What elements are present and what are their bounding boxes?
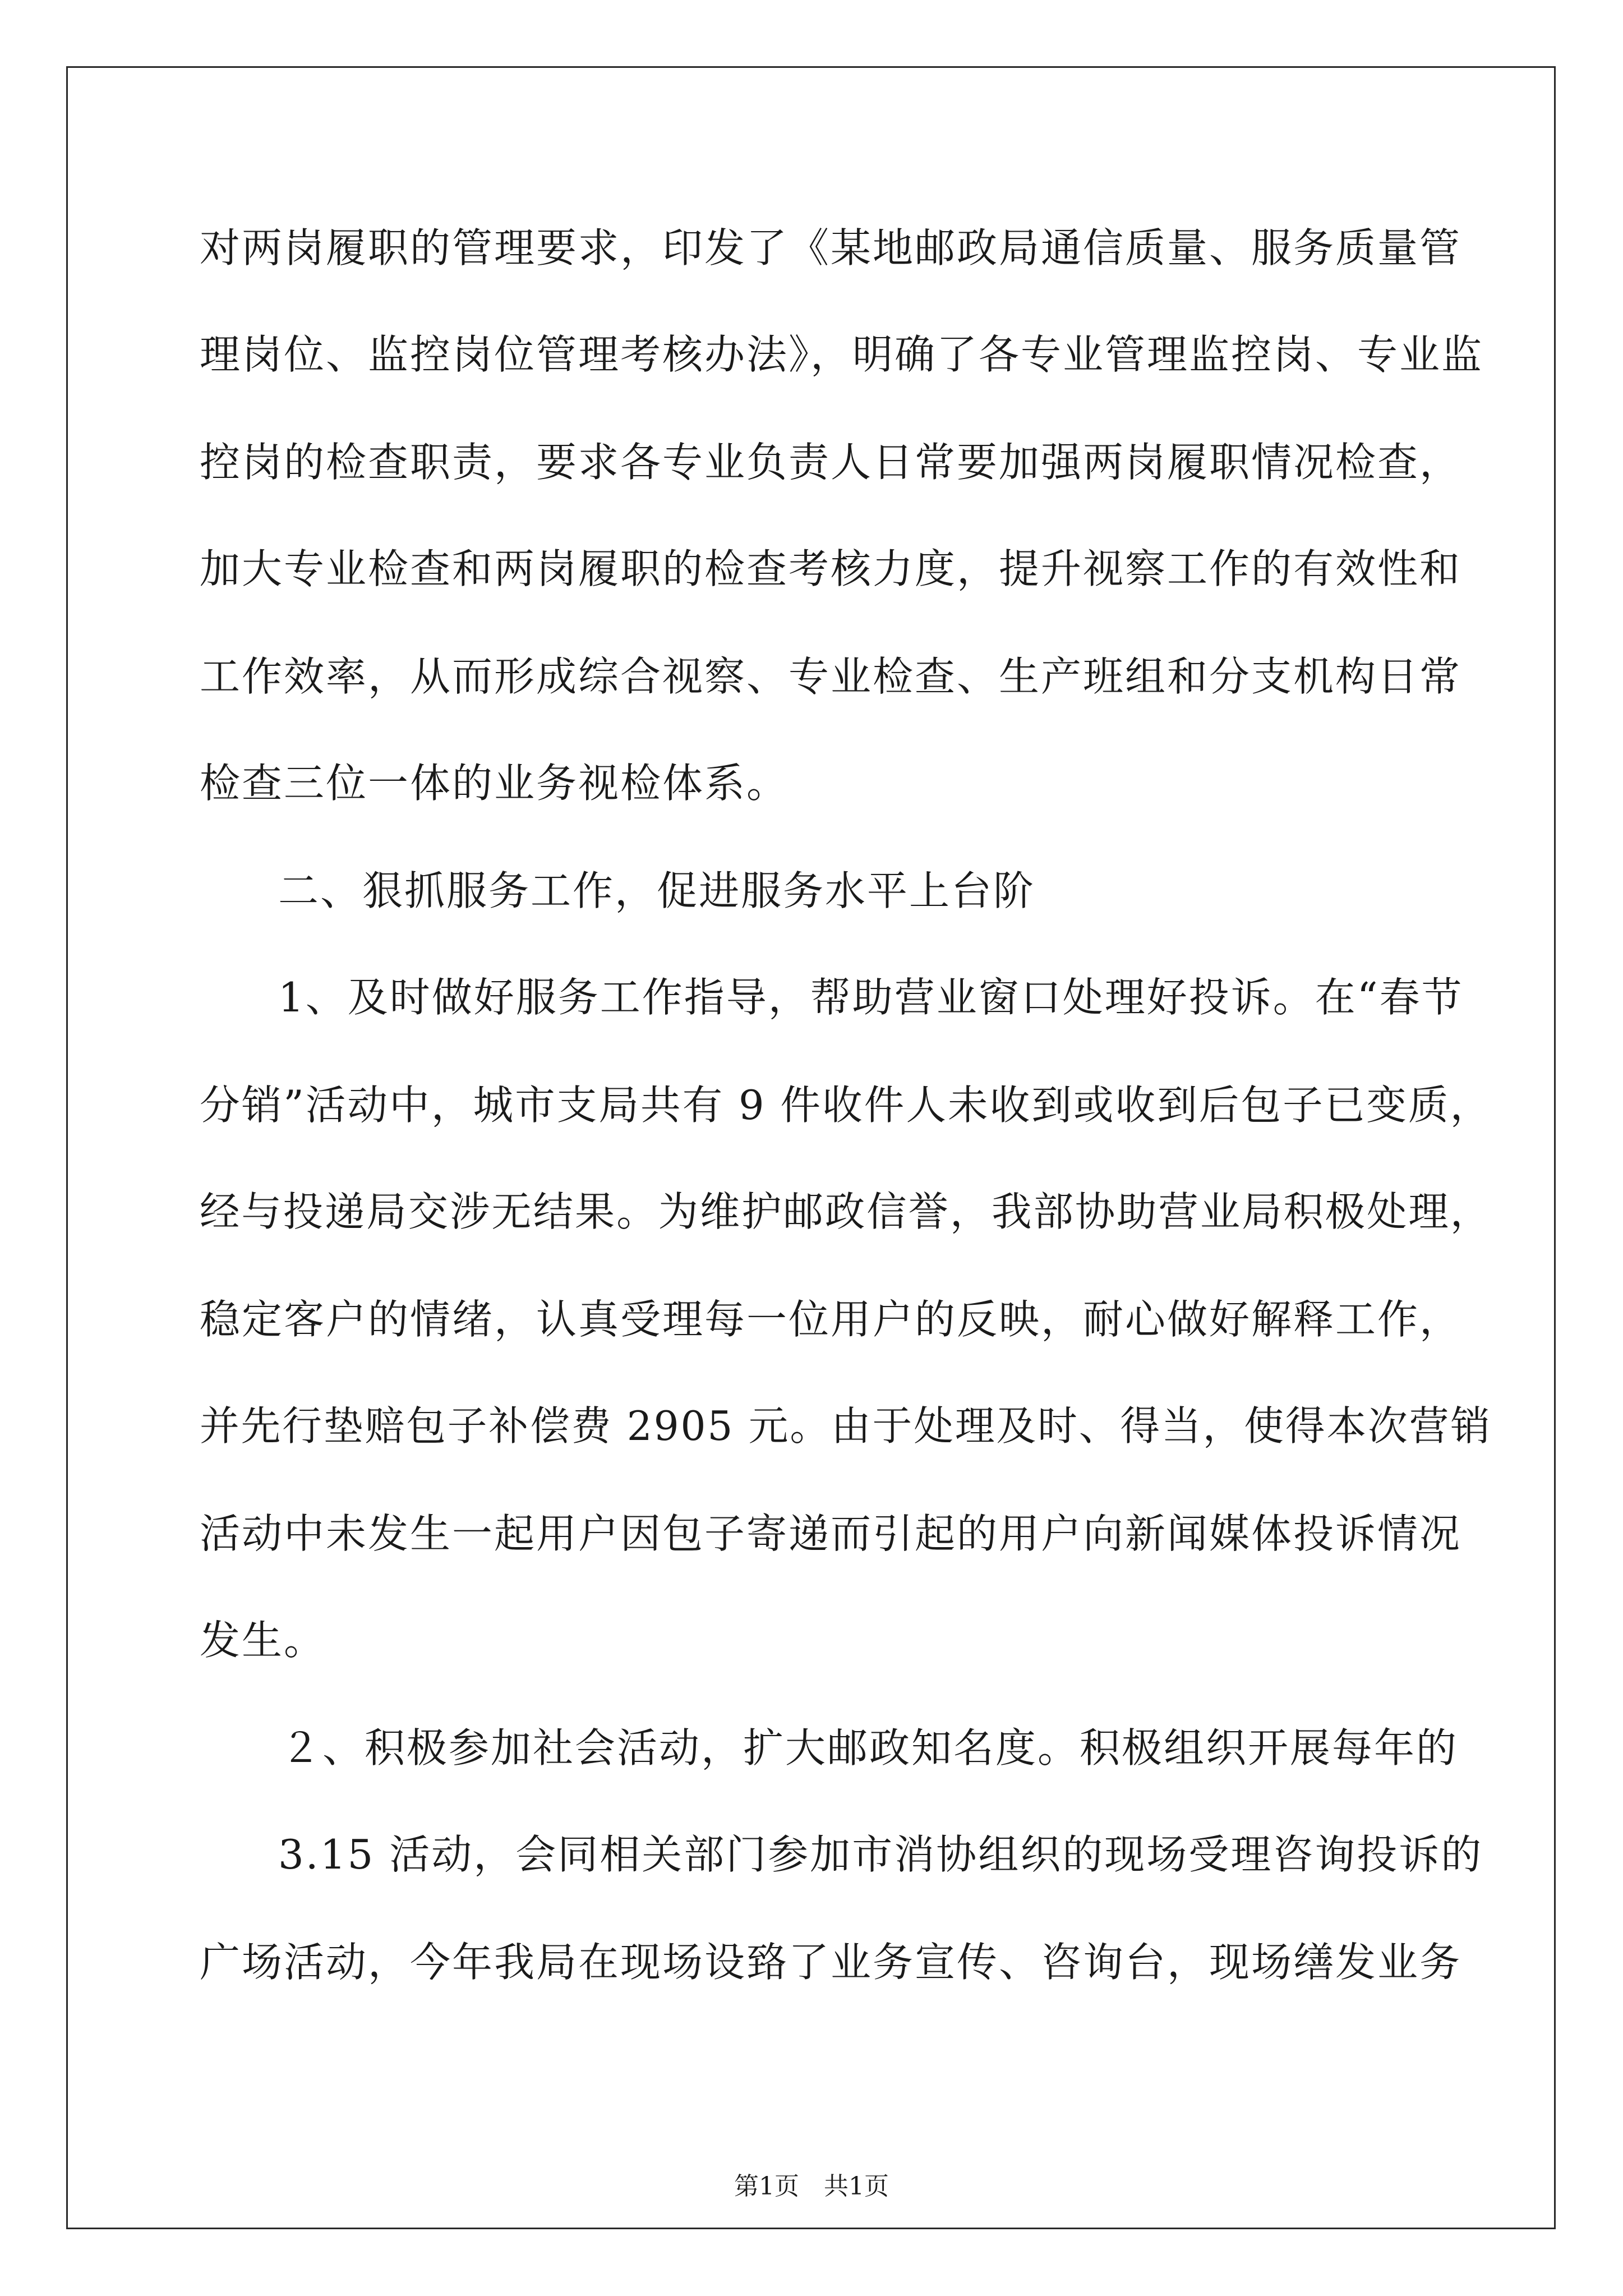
- text-line: 控岗的检查职责，要求各专业负责人日常要加强两岗履职情况检查，: [200, 439, 1462, 486]
- text-line: 经与投递局交涉无结果。为维护邮政信誉，我部协助营业局积极处理，: [200, 1188, 1492, 1235]
- text-line: 1、及时做好服务工作指导，帮助营业窗口处理好投诉。在“春节: [278, 974, 1464, 1021]
- text-line: 并先行垫赔包子补偿费 2905 元。由于处理及时、得当，使得本次营销: [200, 1402, 1492, 1450]
- text-line: 广场活动，今年我局在现场设臵了业务宣传、咨询台，现场缮发业务: [200, 1939, 1462, 1986]
- text-line: 活动中未发生一起用户因包子寄递而引起的用户向新闻媒体投诉情况: [200, 1510, 1462, 1557]
- text-line: 检查三位一体的业务视检体系。: [200, 760, 789, 807]
- text-line: ２、积极参加社会活动，扩大邮政知名度。积极组织开展每年的: [280, 1724, 1459, 1772]
- text-line: 分销”活动中，城市支局共有 9 件收件人未收到或收到后包子已变质，: [200, 1082, 1492, 1129]
- text-line: 3.15 活动，会同相关部门参加市消协组织的现场受理咨询投诉的: [278, 1831, 1483, 1878]
- text-line: 发生。: [200, 1617, 326, 1664]
- text-line: 工作效率，从而形成综合视察、专业检查、生产班组和分支机构日常: [200, 653, 1462, 700]
- text-line: 理岗位、监控岗位管理考核办法》，明确了各专业管理监控岗、专业监: [200, 331, 1484, 378]
- section-heading: 二、狠抓服务工作，促进服务水平上台阶: [278, 867, 1036, 914]
- text-line: 稳定客户的情绪，认真受理每一位用户的反映，耐心做好解释工作，: [200, 1296, 1462, 1343]
- page-footer: 第1页 共1页: [734, 2172, 889, 2201]
- page-border: [66, 66, 1556, 2229]
- text-line: 加大专业检查和两岗履职的检查考核力度，提升视察工作的有效性和: [200, 545, 1462, 592]
- text-line: 对两岗履职的管理要求，印发了《某地邮政局通信质量、服务质量管: [200, 224, 1462, 272]
